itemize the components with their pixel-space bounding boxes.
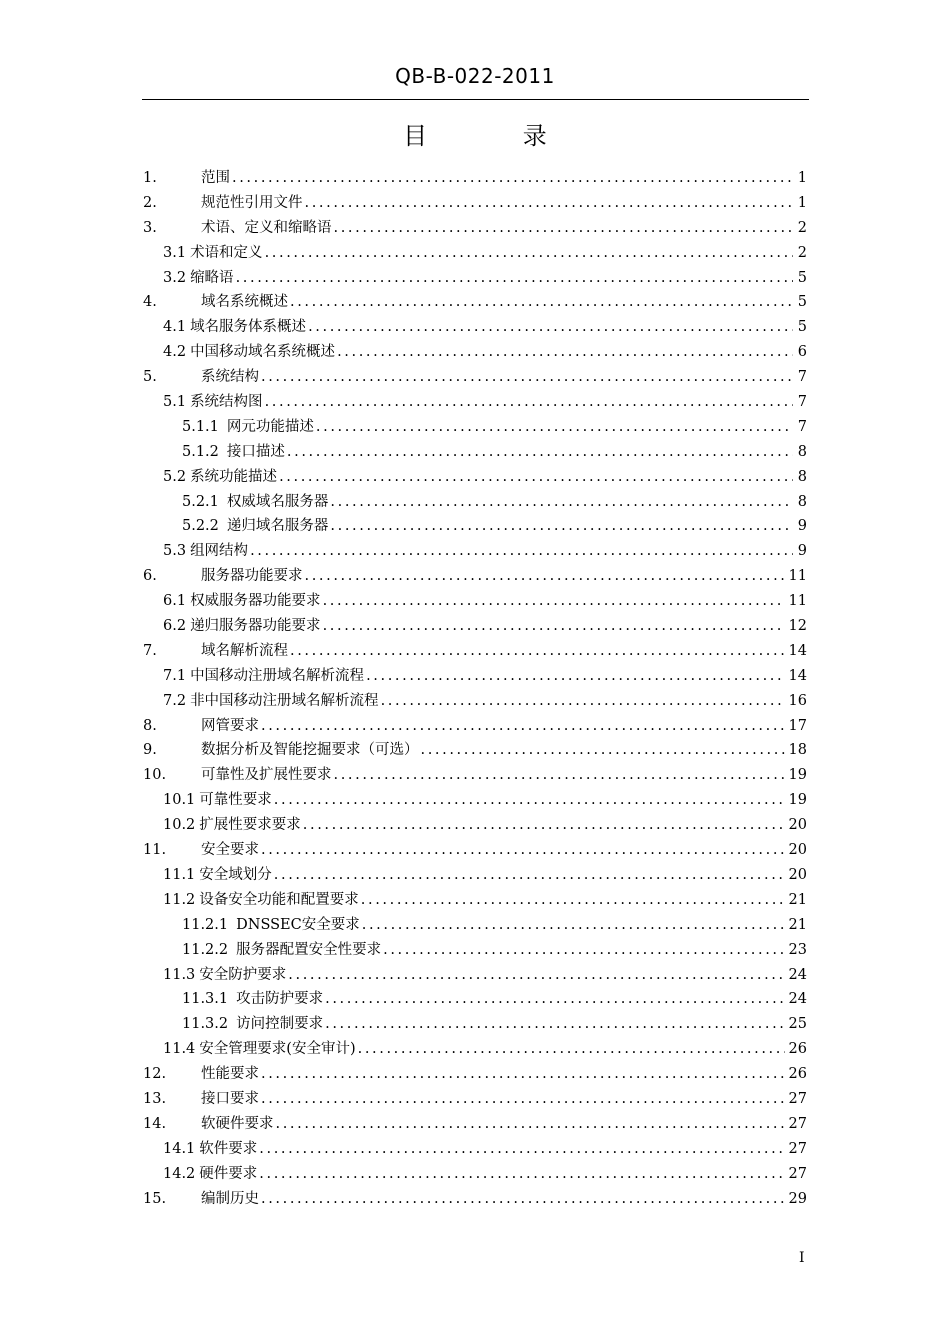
toc-dot-leader [305, 564, 785, 589]
toc-dot-leader [232, 166, 793, 191]
toc-entry-number: 5.1.1 [182, 418, 219, 435]
toc-entry-page: 19 [788, 792, 807, 809]
toc-entry[interactable] [143, 390, 807, 415]
toc-entry[interactable] [143, 1187, 807, 1212]
toc-entry[interactable] [143, 465, 807, 490]
toc-entry[interactable] [143, 365, 807, 390]
toc-entry[interactable] [143, 340, 807, 365]
toc-entry[interactable] [143, 1112, 807, 1137]
toc-entry-page: 7 [797, 394, 807, 411]
toc-entry-page: 23 [788, 941, 807, 958]
toc-dot-leader [290, 290, 793, 315]
toc-entry-number: 4. [143, 294, 157, 311]
toc-entry-page: 27 [788, 1165, 807, 1182]
toc-entry-title: 安全管理要求(安全审计) [199, 1041, 356, 1058]
toc-entry-page: 25 [788, 1016, 807, 1033]
toc-entry-number: 3.1 [163, 244, 187, 261]
toc-entry-number: 7.2 [163, 692, 187, 709]
toc-entry-number: 11. [143, 842, 167, 859]
toc-dot-leader [323, 614, 785, 639]
toc-dot-leader [366, 664, 784, 689]
toc-entry-number: 7.1 [163, 667, 187, 684]
toc-entry-number: 11.3.1 [182, 991, 229, 1008]
toc-entry-page: 14 [788, 667, 807, 684]
toc-entry-number: 5.1.2 [182, 443, 219, 460]
toc-entry[interactable] [143, 813, 807, 838]
toc-dot-leader [316, 415, 793, 440]
toc-entry[interactable] [143, 241, 807, 266]
toc-entry-number: 11.3 [163, 966, 196, 983]
toc-dot-leader [259, 1162, 784, 1187]
toc-entry-page: 2 [797, 219, 807, 236]
toc-entry[interactable] [143, 1012, 807, 1037]
toc-entry-number: 14.2 [163, 1165, 196, 1182]
toc-dot-leader [287, 440, 793, 465]
toc-entry-number: 6.2 [163, 618, 187, 635]
toc-entry-page: 20 [788, 842, 807, 859]
toc-entry-number: 3. [143, 219, 157, 236]
toc-dot-leader [337, 340, 793, 365]
toc-dot-leader [261, 365, 793, 390]
toc-entry-title: 性能要求 [201, 1066, 259, 1083]
toc-entry-number: 10.2 [163, 817, 196, 834]
toc-entry-page: 7 [797, 369, 807, 386]
toc-dot-leader [274, 863, 785, 888]
toc-entry-title: 服务器配置安全性要求 [236, 941, 382, 958]
toc-entry-title: 规范性引用文件 [201, 194, 303, 211]
toc-entry[interactable] [143, 266, 807, 291]
toc-entry[interactable] [143, 191, 807, 216]
toc-entry-number: 1. [143, 170, 157, 186]
toc-entry-title: 域名服务体系概述 [190, 319, 307, 336]
toc-entry-number: 15. [143, 1190, 167, 1207]
toc-entry-page: 20 [788, 817, 807, 834]
toc-entry-title: 组网结构 [190, 543, 249, 560]
toc-entry-page: 7 [797, 418, 807, 435]
toc-entry[interactable] [143, 290, 807, 315]
toc-entry-page: 16 [788, 692, 807, 709]
toc-entry-number: 5.2.2 [182, 518, 219, 535]
toc-entry-title: 软件要求 [199, 1140, 258, 1157]
toc-dot-leader [334, 216, 794, 241]
toc-entry[interactable] [143, 838, 807, 863]
toc-dot-leader [383, 938, 784, 963]
toc-dot-leader [261, 714, 785, 739]
toc-entry[interactable] [143, 216, 807, 241]
toc-entry[interactable] [143, 963, 807, 988]
toc-entry-title: 安全要求 [201, 842, 259, 859]
toc-dot-leader [265, 390, 793, 415]
toc-entry-title: 服务器功能要求 [201, 568, 303, 585]
toc-entry[interactable] [143, 514, 807, 539]
toc-entry-page: 11 [788, 568, 807, 585]
toc-entry-number: 11.2.1 [182, 916, 229, 933]
toc-entry-number: 7. [143, 642, 157, 659]
toc-dot-leader [276, 1112, 785, 1137]
toc-entry[interactable] [143, 639, 807, 664]
toc-entry-title: 设备安全功能和配置要求 [199, 891, 359, 908]
toc-entry-number: 4.1 [163, 319, 187, 336]
toc-entry-title: 范围 [201, 170, 230, 186]
toc-entry-title: 硬件要求 [199, 1165, 258, 1182]
toc-dot-leader [305, 191, 794, 216]
toc-entry-page: 5 [797, 269, 807, 286]
toc-entry-page: 1 [797, 194, 807, 211]
toc-entry-title: 接口要求 [201, 1090, 259, 1107]
toc-dot-leader [236, 266, 793, 291]
toc-entry-page: 24 [788, 966, 807, 983]
toc-entry[interactable] [143, 1062, 807, 1087]
toc-dot-leader [361, 888, 785, 913]
toc-entry-title: 扩展性要求要求 [199, 817, 301, 834]
toc-entry-title: 域名系统概述 [201, 294, 288, 311]
toc-dot-leader [330, 514, 793, 539]
toc-dot-leader [261, 1187, 785, 1212]
toc-entry-title: 系统结构图 [190, 394, 263, 411]
toc-entry[interactable] [143, 490, 807, 515]
toc-dot-leader [290, 639, 785, 664]
toc-entry-title: 攻击防护要求 [236, 991, 324, 1008]
toc-entry[interactable] [143, 938, 807, 963]
toc-entry-page: 29 [788, 1190, 807, 1207]
header-rule [142, 99, 809, 100]
toc-entry-page: 14 [788, 642, 807, 659]
toc-entry-page: 12 [788, 618, 807, 635]
toc-dot-leader [250, 539, 793, 564]
page-number: I [799, 1250, 805, 1266]
toc-entry-page: 9 [797, 543, 807, 560]
toc-entry-title: 权威服务器功能要求 [190, 593, 321, 610]
toc-entry[interactable] [143, 888, 807, 913]
toc-entry-number: 11.3.2 [182, 1016, 229, 1033]
toc-entry-page: 8 [797, 468, 807, 485]
toc-entry-page: 6 [797, 344, 807, 361]
toc-entry-number: 14. [143, 1115, 167, 1132]
toc-entry-page: 27 [788, 1115, 807, 1132]
toc-dot-leader [261, 1087, 785, 1112]
toc-entry-title: 域名解析流程 [201, 642, 288, 659]
toc-entry-title: 可靠性及扩展性要求 [201, 767, 332, 784]
toc-entry-number: 10.1 [163, 792, 196, 809]
toc-entry[interactable] [143, 987, 807, 1012]
toc-dot-leader [288, 963, 784, 988]
toc-entry-title: 递归域名服务器 [226, 518, 329, 535]
toc-entry-page: 26 [788, 1041, 807, 1058]
toc-entry-number: 9. [143, 742, 157, 759]
toc-dot-leader [330, 490, 793, 515]
toc-entry[interactable] [143, 315, 807, 340]
toc-entry[interactable] [143, 539, 807, 564]
toc-entry[interactable] [143, 689, 807, 714]
toc-entry-number: 2. [143, 194, 157, 211]
toc-entry-number: 5. [143, 369, 157, 386]
toc-dot-leader [362, 913, 785, 938]
toc-dot-leader [259, 1137, 784, 1162]
toc-entry-title: 术语和定义 [190, 244, 263, 261]
toc-entry-title: 访问控制要求 [236, 1016, 324, 1033]
toc-dot-leader [358, 1037, 785, 1062]
toc-entry-page: 27 [788, 1090, 807, 1107]
toc-entry-title: 中国移动域名系统概述 [190, 344, 336, 361]
toc-entry[interactable] [143, 1162, 807, 1187]
toc-dot-leader [265, 241, 793, 266]
toc-entry-number: 5.2 [163, 468, 187, 485]
toc-entry-title: 术语、定义和缩略语 [201, 219, 332, 236]
toc-entry-page: 8 [797, 493, 807, 510]
toc-entry-page: 18 [788, 742, 807, 759]
toc-entry[interactable] [143, 1087, 807, 1112]
toc-entry-page: 21 [788, 916, 807, 933]
toc-entry-title: 编制历史 [201, 1190, 259, 1207]
toc-entry-title: 递归服务器功能要求 [190, 618, 321, 635]
toc-entry[interactable] [143, 440, 807, 465]
toc-entry-title: 数据分析及智能挖掘要求（可选） [201, 742, 419, 759]
toc-entry-title: 缩略语 [190, 269, 234, 286]
toc-entry-number: 11.2.2 [182, 941, 229, 958]
toc-entry[interactable] [143, 589, 807, 614]
toc-entry-number: 5.2.1 [182, 493, 219, 510]
toc-entry-number: 5.1 [163, 394, 187, 411]
toc-entry-page: 5 [797, 294, 807, 311]
toc-entry-number: 6.1 [163, 593, 187, 610]
toc-entry-number: 11.1 [163, 866, 196, 883]
toc-entry[interactable] [143, 738, 807, 763]
toc-entry[interactable] [143, 714, 807, 739]
toc-entry-page: 9 [797, 518, 807, 535]
toc-entry[interactable] [143, 1037, 807, 1062]
toc-entry-title: 网管要求 [201, 717, 259, 734]
toc-entry-title: 网元功能描述 [226, 418, 314, 435]
toc-entry-page: 19 [788, 767, 807, 784]
toc-entry-title: 可靠性要求 [199, 792, 272, 809]
toc-entry[interactable] [143, 664, 807, 689]
toc-entry-page: 20 [788, 866, 807, 883]
toc-entry-page: 11 [788, 593, 807, 610]
toc-title: 目 录 [403, 122, 591, 150]
toc-entry-number: 12. [143, 1066, 167, 1083]
toc-entry-number: 8. [143, 717, 157, 734]
toc-dot-leader [381, 689, 785, 714]
toc-entry-number: 4.2 [163, 344, 187, 361]
toc-entry-number: 10. [143, 767, 167, 784]
toc-entry-title: 软硬件要求 [201, 1115, 274, 1132]
toc-dot-leader [303, 813, 785, 838]
toc-entry[interactable] [143, 564, 807, 589]
toc-entry-title: 接口描述 [226, 443, 285, 460]
toc-entry[interactable] [143, 913, 807, 938]
toc-entry[interactable] [143, 1137, 807, 1162]
toc-entry-page: 1 [797, 170, 807, 186]
toc-dot-leader [274, 788, 785, 813]
toc-dot-leader [308, 315, 793, 340]
toc-entry-page: 5 [797, 319, 807, 336]
toc-entry-number: 14.1 [163, 1140, 196, 1157]
toc-entry-number: 11.4 [163, 1041, 196, 1058]
toc-dot-leader [421, 738, 785, 763]
toc-entry-title: 系统功能描述 [190, 468, 278, 485]
document-id: QB-B-022-2011 [395, 64, 555, 88]
table-of-contents [143, 166, 807, 1211]
toc-entry-page: 2 [797, 244, 807, 261]
toc-entry-number: 3.2 [163, 269, 187, 286]
toc-entry-page: 17 [788, 717, 807, 734]
toc-entry-title: 权威域名服务器 [226, 493, 329, 510]
toc-entry-number: 6. [143, 568, 157, 585]
toc-entry-number: 5.3 [163, 543, 187, 560]
toc-entry[interactable] [143, 614, 807, 639]
toc-entry-title: 中国移动注册域名解析流程 [190, 667, 365, 684]
toc-entry-page: 26 [788, 1066, 807, 1083]
toc-dot-leader [261, 838, 785, 863]
toc-entry-page: 8 [797, 443, 807, 460]
toc-entry-number: 11.2 [163, 891, 196, 908]
toc-dot-leader [334, 763, 785, 788]
toc-entry-title: DNSSEC安全要求 [236, 916, 360, 933]
toc-entry[interactable] [143, 166, 807, 191]
toc-dot-leader [323, 589, 785, 614]
toc-entry-title: 非中国移动注册域名解析流程 [190, 692, 379, 709]
toc-entry-title: 安全防护要求 [199, 966, 287, 983]
toc-entry-title: 安全域划分 [199, 866, 272, 883]
toc-entry-title: 系统结构 [201, 369, 259, 386]
toc-entry[interactable] [143, 863, 807, 888]
toc-entry[interactable] [143, 788, 807, 813]
toc-dot-leader [325, 987, 784, 1012]
toc-dot-leader [279, 465, 793, 490]
toc-entry-page: 24 [788, 991, 807, 1008]
toc-dot-leader [325, 1012, 784, 1037]
toc-entry[interactable] [143, 415, 807, 440]
toc-entry-number: 13. [143, 1090, 167, 1107]
toc-entry-page: 21 [788, 891, 807, 908]
toc-entry-page: 27 [788, 1140, 807, 1157]
toc-entry[interactable] [143, 763, 807, 788]
toc-dot-leader [261, 1062, 785, 1087]
